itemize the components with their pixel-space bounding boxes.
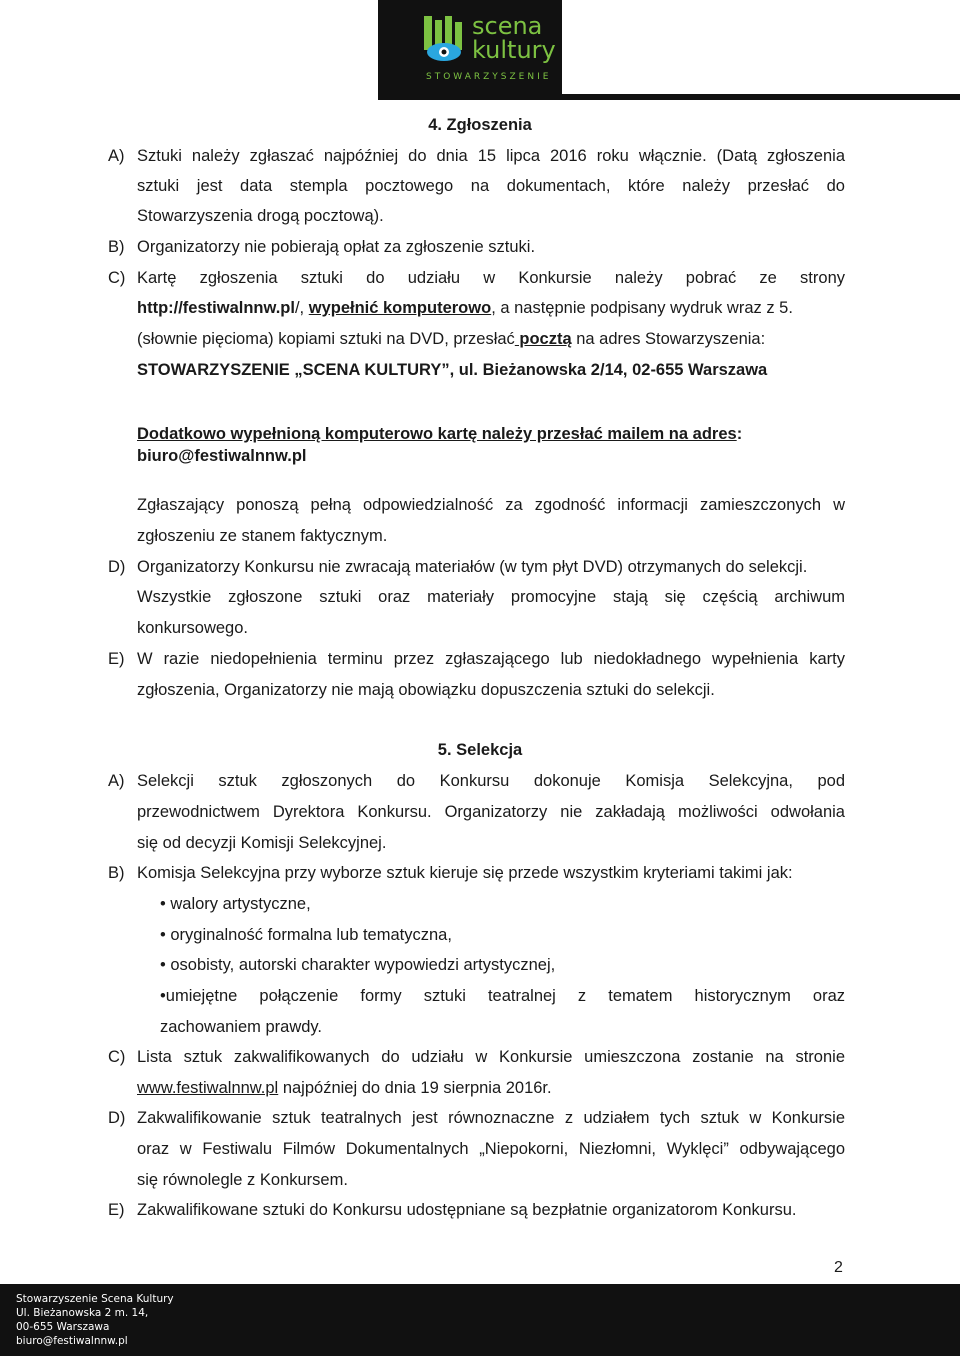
s5-item-b-marker: B)	[108, 864, 125, 882]
email-instruction-colon: :	[736, 425, 743, 443]
s5-d-line2: oraz w Festiwalu Filmów Dokumentalnych „Niepokorni, Niezłomni, Wyklęci” odbywającego	[137, 1140, 845, 1158]
s5-a-line2: przewodnictwem Dyrektora Konkursu. Organizatorzy nie zakładają możliwości odwołania	[137, 803, 845, 821]
website-link[interactable]: www.festiwalnnw.pl	[137, 1079, 279, 1097]
footer-city: 00-655 Warszawa	[16, 1321, 110, 1333]
header-rule	[378, 94, 960, 100]
footer-email: biuro@festiwalnnw.pl	[16, 1335, 128, 1347]
s4-d-line2: Wszystkie zgłoszone sztuki oraz materiały promocyjne stają się częścią archiwum	[137, 588, 845, 606]
by-post-text: pocztą	[514, 330, 572, 348]
s5-a-line1: Selekcji sztuk zgłoszonych do Konkursu dokonuje Komisja Selekcyjna, pod	[137, 772, 845, 790]
postal-address: STOWARZYSZENIE „SCENA KULTURY”, ul. Bieżanowska 2/14, 02-655 Warszawa	[137, 361, 768, 379]
s4-e-line1: W razie niedopełnienia terminu przez zgłaszającego lub niedokładnego wypełnienia karty	[137, 650, 845, 668]
logo-name-line1: scena	[472, 12, 543, 40]
fill-electronically-text: wypełnić komputerowo	[308, 299, 492, 317]
s4-item-c-marker: C)	[108, 269, 126, 287]
footer-org-name: Stowarzyszenie Scena Kultury	[16, 1293, 174, 1305]
s5-item-a-marker: A)	[108, 772, 125, 790]
criteria-bullet: • walory artystyczne,	[160, 895, 311, 913]
page-number: 2	[834, 1259, 843, 1276]
contact-email-link[interactable]: biuro@festiwalnnw.pl	[137, 447, 307, 465]
s5-d-line3: się równolegle z Konkursem.	[137, 1171, 348, 1189]
s4-c-line3-pre: (słownie pięcioma) kopiami sztuki na DVD, przesłać	[137, 330, 515, 348]
s5-b-line1: Komisja Selekcyjna przy wyborze sztuk kieruje się przede wszystkim kryteriami takimi jak:	[137, 864, 793, 882]
s4-c-line2-rest: , a następnie podpisany wydruk wraz z 5.	[491, 299, 793, 317]
s4-item-e-marker: E)	[108, 650, 125, 668]
s5-item-d-marker: D)	[108, 1109, 126, 1127]
s4-c-sep: /,	[294, 299, 309, 317]
s4-a-line1: Sztuki należy zgłaszać najpóźniej do dnia 15 lipca 2016 roku włącznie. (Datą zgłoszenia	[137, 147, 845, 165]
s4-item-a-marker: A)	[108, 147, 125, 165]
criteria-bullet: •umiejętne połączenie formy sztuki teatralnej z tematem historycznym oraz	[160, 987, 845, 1005]
s4-e-line2: zgłoszenia, Organizatorzy nie mają obowiązku dopuszczenia sztuki do selekcji.	[137, 681, 715, 699]
s4-item-b-marker: B)	[108, 238, 125, 256]
s4-c-resp-line1: Zgłaszający ponoszą pełną odpowiedzialność za zgodność informacji zamieszczonych w	[137, 496, 845, 514]
section-5-title: 5. Selekcja	[437, 741, 523, 759]
s4-d-line1: Organizatorzy Konkursu nie zwracają materiałów (w tym płyt DVD) otrzymanych do selekcji.	[137, 558, 808, 576]
s4-c-line3	[137, 329, 765, 349]
s5-c-line2-rest: najpóźniej do dnia 19 sierpnia 2016r.	[278, 1079, 552, 1097]
s4-c-line3-rest: na adres Stowarzyszenia:	[571, 330, 766, 348]
s5-a-line3: się od decyzji Komisji Selekcyjnej.	[137, 834, 387, 852]
criteria-bullet: • osobisty, autorski charakter wypowiedzi artystycznej,	[160, 956, 556, 974]
festival-url-link[interactable]: http://festiwalnnw.pl	[137, 299, 295, 317]
s4-c-resp-line2: zgłoszeniu ze stanem faktycznym.	[137, 527, 388, 545]
s4-a-line3: Stowarzyszenia drogą pocztową).	[137, 207, 384, 225]
s5-e-line1: Zakwalifikowane sztuki do Konkursu udostępniane są bezpłatnie organizatorom Konkursu.	[137, 1201, 797, 1219]
logo-emblem-icon	[424, 16, 468, 68]
s4-b-line1: Organizatorzy nie pobierają opłat za zgłoszenie sztuki.	[137, 238, 536, 256]
s5-item-e-marker: E)	[108, 1201, 125, 1219]
s4-c-line2	[137, 298, 793, 318]
s5-item-c-marker: C)	[108, 1048, 126, 1066]
s4-a-line2: sztuki jest data stempla pocztowego na dokumentach, które należy przesłać do	[137, 177, 845, 195]
section-4-title: 4. Zgłoszenia	[428, 116, 532, 134]
s4-d-line3: konkursowego.	[137, 619, 248, 637]
header-logo	[378, 0, 562, 94]
logo-name-line2: kultury	[472, 36, 556, 64]
footer-bar	[0, 1284, 960, 1356]
criteria-bullet-continuation: zachowaniem prawdy.	[160, 1018, 323, 1036]
footer-street: Ul. Bieżanowska 2 m. 14,	[16, 1307, 149, 1319]
s4-c-line1: Kartę zgłoszenia sztuki do udziału w Konkursie należy pobrać ze strony	[137, 269, 845, 287]
email-instruction-text: Dodatkowo wypełnioną komputerowo kartę należy przesłać mailem na adres	[137, 425, 737, 443]
email-instruction	[137, 424, 742, 444]
s4-item-d-marker: D)	[108, 558, 126, 576]
s5-c-line2	[137, 1078, 552, 1098]
s5-d-line1: Zakwalifikowanie sztuk teatralnych jest równoznaczne z udziałem tych sztuk w Konkursie	[137, 1109, 845, 1127]
logo-subtitle: STOWARZYSZENIE	[426, 72, 552, 82]
criteria-bullet: • oryginalność formalna lub tematyczna,	[160, 926, 452, 944]
s5-c-line1: Lista sztuk zakwalifikowanych do udziału w Konkursie umieszczona zostanie na stronie	[137, 1048, 845, 1066]
